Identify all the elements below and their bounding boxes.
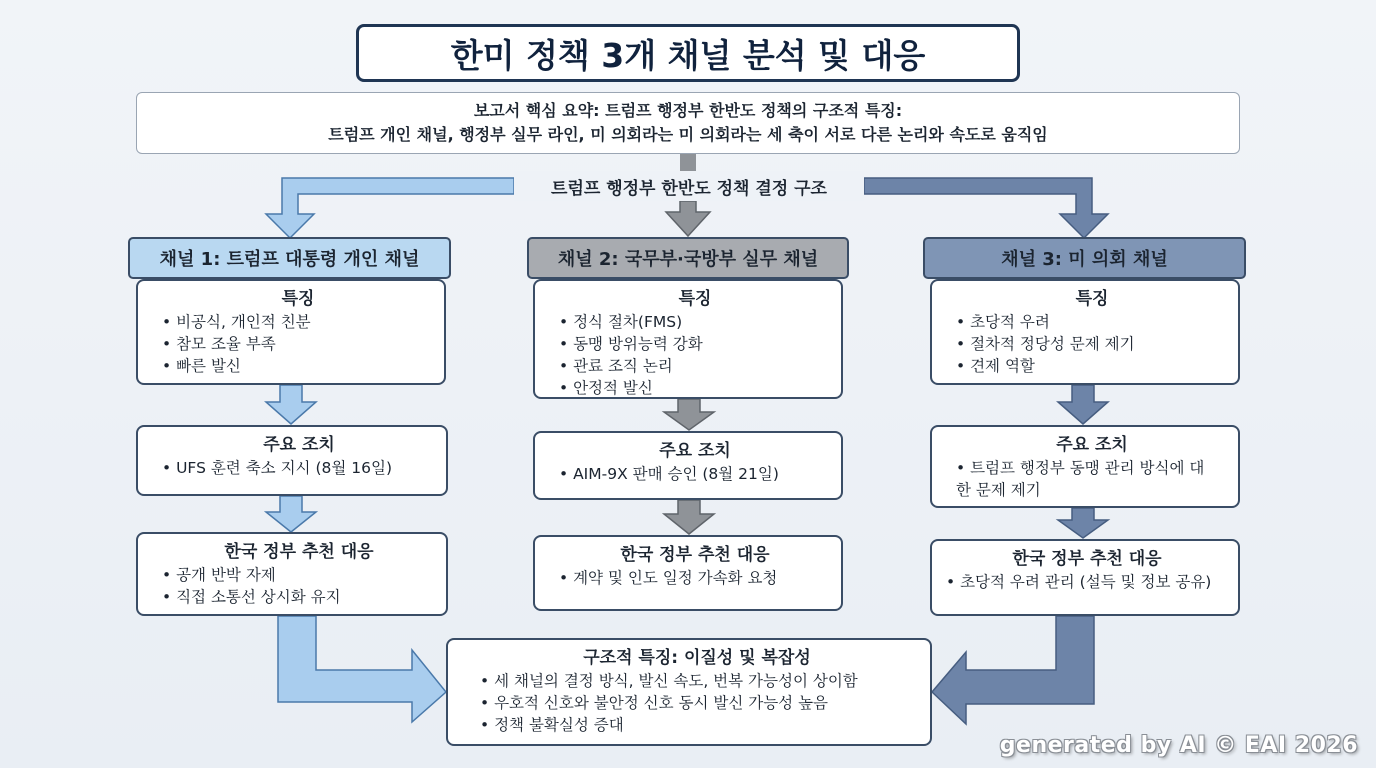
list-item: • 초당적 우려 관리 (설득 및 정보 공유)	[946, 571, 1228, 593]
channel-3-header	[923, 237, 1246, 279]
ch1-arrow-actions-response	[266, 496, 316, 532]
list-item: • 안정적 발신	[559, 377, 831, 399]
response-title: 한국 정부 추천 대응	[224, 542, 374, 562]
channel-3-features	[930, 279, 1240, 385]
list-item: • 정책 불확실성 증대	[480, 714, 914, 736]
structure-label: 트럼프 행정부 한반도 정책 결정 구조	[514, 171, 864, 201]
channel-2-response	[533, 535, 843, 611]
ch3-arrow-features-actions	[1058, 385, 1108, 424]
response-title: 한국 정부 추천 대응	[620, 545, 770, 565]
channel-1-features	[136, 279, 446, 385]
list-item: • 정식 절차(FMS)	[559, 311, 831, 333]
channel-2-actions	[533, 431, 843, 500]
channel-1-response	[136, 532, 448, 616]
branch-arrow-channel-2	[666, 201, 710, 236]
list-item: • 동맹 방위능력 강화	[559, 333, 831, 355]
list-item: • 견제 역할	[956, 355, 1228, 377]
list-item: • 절차적 정당성 문제 제기	[956, 333, 1228, 355]
channel-2-header	[527, 237, 849, 279]
list-item: • 계약 및 인도 일정 가속화 요청	[559, 567, 831, 589]
conclusion-box	[446, 638, 932, 746]
channel-3-response	[930, 539, 1240, 616]
summary-line-1: 보고서 핵심 요약: 트럼프 행정부 한반도 정책의 구조적 특징:	[473, 101, 903, 120]
list-item: • 참모 조율 부족	[162, 333, 434, 355]
list-item: • 직접 소통선 상시화 유지	[162, 586, 436, 608]
channel-1-header	[128, 237, 451, 279]
channel-2-header-label: 채널 2: 국무부·국방부 실무 채널	[557, 249, 819, 270]
actions-title: 주요 조치	[263, 435, 335, 455]
channel-1-actions	[136, 425, 448, 496]
channel-3-actions	[930, 425, 1240, 508]
list-item: • UFS 훈련 축소 지시 (8월 16일)	[162, 457, 436, 479]
list-item: • 트럼프 행정부 동맹 관리 방식에 대한 문제 제기	[956, 457, 1206, 501]
ch3-arrow-actions-response	[1058, 508, 1108, 538]
list-item: • AIM-9X 판매 승인 (8월 21일)	[559, 463, 831, 485]
branch-arrow-channel-1	[266, 178, 514, 238]
channel-2-features	[533, 279, 843, 399]
channel-1-header-label: 채널 1: 트럼프 대통령 개인 채널	[159, 249, 420, 270]
actions-title: 주요 조치	[659, 441, 731, 461]
list-item: • 초당적 우려	[956, 311, 1228, 333]
features-title: 특징	[281, 289, 315, 309]
list-item: • 공개 반박 자제	[162, 564, 436, 586]
features-title: 특징	[1075, 289, 1109, 309]
title-box	[356, 24, 1020, 82]
list-item: • 관료 조직 논리	[559, 355, 831, 377]
response-title: 한국 정부 추천 대응	[1012, 549, 1162, 569]
features-title: 특징	[678, 289, 712, 309]
watermark: generated by AI © EAI 2026	[999, 733, 1358, 758]
ch2-arrow-actions-response	[664, 500, 714, 534]
summary-line-2: 트럼프 개인 채널, 행정부 실무 라인, 미 의회라는 미 의회라는 세 축이 서로 다른 논리와 속도로 움직임	[328, 125, 1048, 144]
branch-arrow-channel-3	[864, 178, 1108, 238]
ch1-arrow-features-actions	[266, 385, 316, 424]
ch1-to-conclusion-arrow	[278, 616, 446, 722]
summary-box	[136, 92, 1240, 154]
list-item: • 우호적 신호와 불안정 신호 동시 발신 가능성 높음	[480, 692, 914, 714]
channel-3-header-label: 채널 3: 미 의회 채널	[1001, 249, 1168, 270]
actions-title: 주요 조치	[1056, 435, 1128, 455]
list-item: • 비공식, 개인적 친분	[162, 311, 434, 333]
page-title: 한미 정책 3개 채널 분석 및 대응	[450, 35, 926, 75]
list-item: • 세 채널의 결정 방식, 발신 속도, 번복 가능성이 상이함	[480, 670, 914, 692]
list-item: • 빠른 발신	[162, 355, 434, 377]
conclusion-title: 구조적 특징: 이질성 및 복잡성	[583, 648, 811, 668]
ch2-arrow-features-actions	[664, 399, 714, 430]
ch3-to-conclusion-arrow	[932, 616, 1094, 724]
